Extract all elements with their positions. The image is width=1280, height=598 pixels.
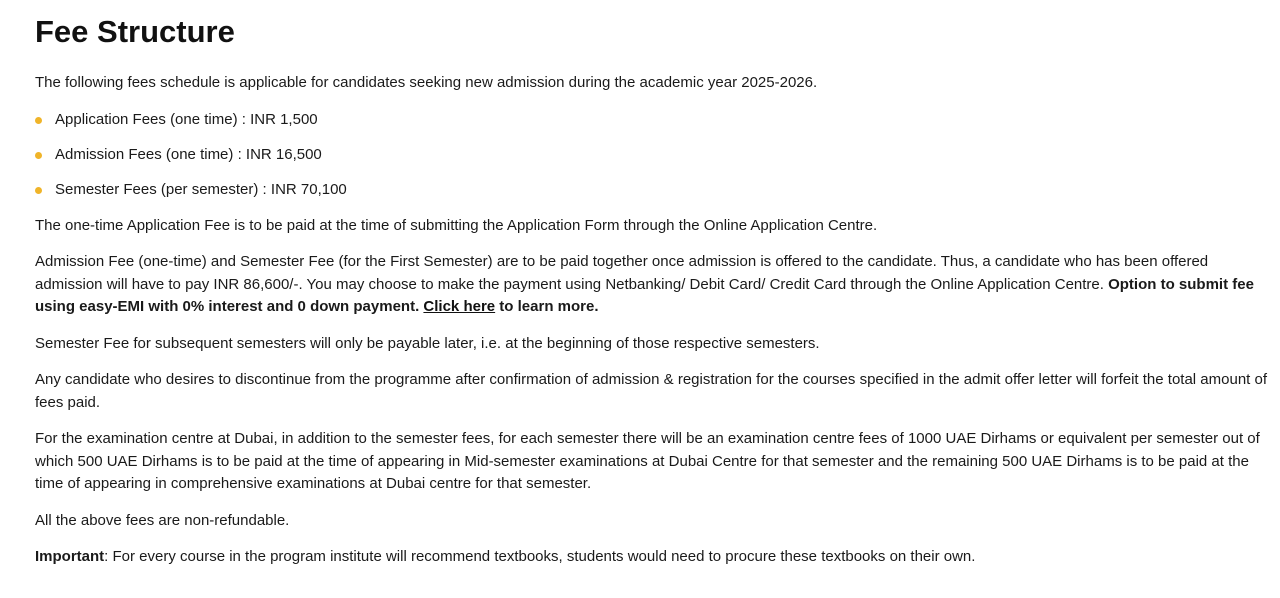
admission-fee-text: Admission Fee (one-time) and Semester Fee (for the First Semester) are to be paid together once admission is offered to the candidate. Thus, a candidate who has been offered admission will have to pay INR 86,600/-. You may choose to make the payment using Netbanking/ Debit Card/ Credit Card through the Online Application Centre.	[35, 253, 1209, 293]
emi-option-text: Option to submit fee using easy-EMI with 0% interest and 0 down payment.	[35, 275, 1254, 315]
fee-item-label: Application Fees (one time) : INR 1,500	[55, 110, 318, 128]
non-refundable-paragraph: All the above fees are non-refundable.	[35, 511, 290, 529]
subsequent-semester-paragraph: Semester Fee for subsequent semesters will only be payable later, i.e. at the beginning of those respective semesters.	[35, 334, 820, 352]
fee-structure-section	[35, 0, 1275, 569]
learn-more-text: to learn more.	[495, 298, 599, 315]
fee-item-label: Admission Fees (one time) : INR 16,500	[55, 145, 322, 163]
application-fee-paragraph: The one-time Application Fee is to be paid at the time of submitting the Application Form through the Online Application Centre.	[35, 216, 878, 234]
fee-item-label: Semester Fees (per semester) : INR 70,100	[55, 180, 347, 198]
important-text: : For every course in the program institute will recommend textbooks, students would need to procure these textbooks on their own.	[104, 548, 976, 565]
admission-fee-paragraph	[35, 251, 1275, 319]
list-item	[35, 109, 1275, 131]
list-item	[35, 144, 1275, 166]
list-item	[35, 179, 1275, 201]
important-label: Important	[35, 548, 105, 565]
bullet-icon	[35, 152, 42, 159]
bullet-icon	[35, 187, 42, 194]
important-paragraph	[35, 546, 1275, 569]
fee-list	[35, 109, 1275, 201]
emi-click-here-link[interactable]: Click here	[423, 298, 496, 315]
dubai-exam-centre-paragraph: For the examination centre at Dubai, in addition to the semester fees, for each semester there will be an examination centre fees of 1000 UAE Dirhams or equivalent per semester out of which 500 UAE Dirhams is to be paid at the time of appearing in Mid-semester examinations at Dubai Centre for that semester and the remaining 500 UAE Dirhams is to be paid at the time of appearing in comprehensive examinations at Dubai centre for that semester.	[35, 430, 1260, 492]
discontinue-paragraph: Any candidate who desires to discontinue from the programme after confirmation of admission & registration for the courses specified in the admit offer letter will forfeit the total amount of fees paid.	[35, 371, 1267, 411]
bullet-icon	[35, 117, 42, 124]
intro-paragraph: The following fees schedule is applicable for candidates seeking new admission during the academic year 2025-2026.	[35, 74, 818, 91]
page-title: Fee Structure	[35, 14, 235, 49]
